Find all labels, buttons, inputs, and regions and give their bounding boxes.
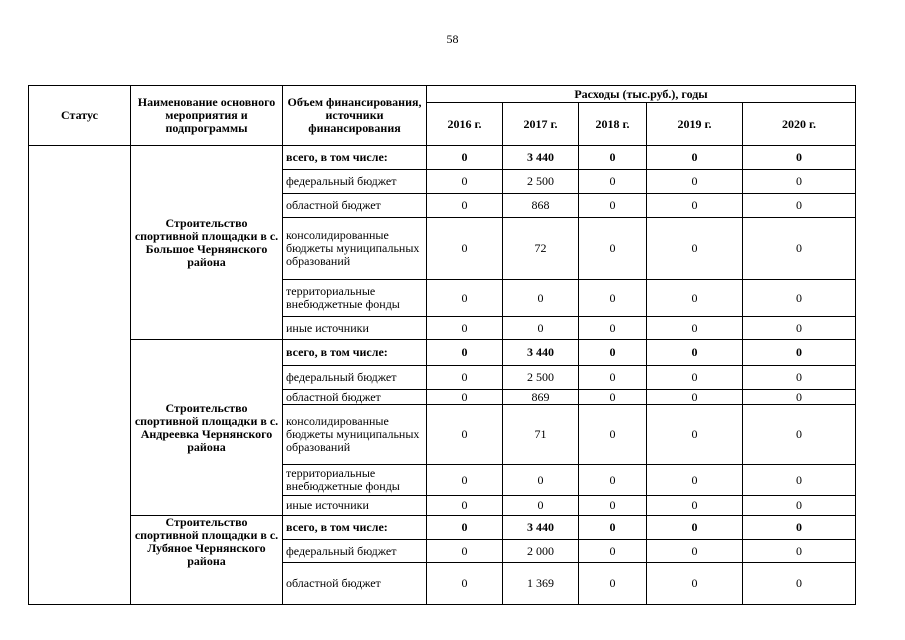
amount-cell: 0 [503, 465, 579, 496]
amount-cell: 0 [743, 516, 856, 540]
event-name: Строительство спортивной площадки в с. Андреевка Чернянского района [131, 340, 283, 516]
amount-cell: 72 [503, 218, 579, 280]
amount-cell: 0 [427, 390, 503, 405]
funding-source: областной бюджет [283, 194, 427, 218]
funding-source: федеральный бюджет [283, 366, 427, 390]
amount-cell: 0 [647, 194, 743, 218]
amount-cell: 0 [579, 170, 647, 194]
amount-cell: 0 [647, 317, 743, 340]
amount-cell: 0 [743, 390, 856, 405]
header-year: 2020 г. [743, 103, 856, 146]
amount-cell: 0 [427, 317, 503, 340]
amount-cell: 0 [743, 496, 856, 516]
funding-source: всего, в том числе: [283, 340, 427, 366]
amount-cell: 3 440 [503, 146, 579, 170]
amount-cell: 0 [579, 390, 647, 405]
amount-cell: 3 440 [503, 340, 579, 366]
amount-cell: 0 [427, 280, 503, 317]
amount-cell: 0 [743, 317, 856, 340]
amount-cell: 0 [743, 194, 856, 218]
funding-source: иные источники [283, 317, 427, 340]
amount-cell: 0 [579, 465, 647, 496]
amount-cell: 868 [503, 194, 579, 218]
event-name: Строительство спортивной площадки в с. Лубяное Чернянского района [131, 516, 283, 605]
amount-cell: 71 [503, 405, 579, 465]
amount-cell: 0 [427, 366, 503, 390]
amount-cell: 0 [743, 563, 856, 605]
table-body [29, 146, 856, 605]
amount-cell: 0 [427, 146, 503, 170]
amount-cell: 0 [647, 340, 743, 366]
header-name: Наименование основного мероприятия и подпрограммы [131, 86, 283, 146]
amount-cell: 0 [579, 563, 647, 605]
funding-source: областной бюджет [283, 563, 427, 605]
funding-source: иные источники [283, 496, 427, 516]
amount-cell: 0 [503, 317, 579, 340]
amount-cell: 1 369 [503, 563, 579, 605]
amount-cell: 0 [647, 496, 743, 516]
funding-source: федеральный бюджет [283, 170, 427, 194]
funding-source: всего, в том числе: [283, 516, 427, 540]
funding-source: областной бюджет [283, 390, 427, 405]
amount-cell: 0 [579, 194, 647, 218]
amount-cell: 869 [503, 390, 579, 405]
header-year: 2019 г. [647, 103, 743, 146]
amount-cell: 0 [579, 340, 647, 366]
amount-cell: 0 [579, 516, 647, 540]
amount-cell: 0 [647, 170, 743, 194]
amount-cell: 0 [427, 540, 503, 563]
amount-cell: 0 [427, 218, 503, 280]
header-year: 2017 г. [503, 103, 579, 146]
status-cell [29, 146, 131, 605]
amount-cell: 0 [743, 465, 856, 496]
amount-cell: 0 [647, 516, 743, 540]
amount-cell: 0 [647, 390, 743, 405]
page-number: 58 [446, 32, 459, 46]
amount-cell: 0 [427, 405, 503, 465]
amount-cell: 0 [579, 366, 647, 390]
table-row [29, 340, 856, 366]
amount-cell: 0 [647, 146, 743, 170]
amount-cell: 0 [427, 194, 503, 218]
amount-cell: 0 [743, 218, 856, 280]
amount-cell: 0 [427, 170, 503, 194]
funding-source: всего, в том числе: [283, 146, 427, 170]
amount-cell: 0 [579, 146, 647, 170]
amount-cell: 0 [427, 516, 503, 540]
budget-table [28, 85, 856, 605]
amount-cell: 0 [579, 540, 647, 563]
amount-cell: 0 [427, 340, 503, 366]
funding-source: федеральный бюджет [283, 540, 427, 563]
amount-cell: 0 [647, 366, 743, 390]
header-volume: Объем финансирования, источники финансирования [283, 86, 427, 146]
amount-cell: 2 000 [503, 540, 579, 563]
amount-cell: 0 [647, 540, 743, 563]
header-year: 2016 г. [427, 103, 503, 146]
amount-cell: 0 [427, 563, 503, 605]
amount-cell: 0 [743, 405, 856, 465]
header-year: 2018 г. [579, 103, 647, 146]
amount-cell: 0 [579, 405, 647, 465]
amount-cell: 0 [743, 340, 856, 366]
amount-cell: 0 [743, 146, 856, 170]
funding-source: территориальные внебюджетные фонды [283, 280, 427, 317]
amount-cell: 0 [647, 218, 743, 280]
amount-cell: 0 [743, 280, 856, 317]
amount-cell: 3 440 [503, 516, 579, 540]
table-row [29, 146, 856, 170]
amount-cell: 0 [579, 496, 647, 516]
amount-cell: 2 500 [503, 170, 579, 194]
funding-source: территориальные внебюджетные фонды [283, 465, 427, 496]
amount-cell: 0 [427, 496, 503, 516]
event-name: Строительство спортивной площадки в с. Большое Чернянского района [131, 146, 283, 340]
amount-cell: 0 [579, 218, 647, 280]
amount-cell: 0 [743, 540, 856, 563]
amount-cell: 0 [579, 280, 647, 317]
amount-cell: 0 [579, 317, 647, 340]
amount-cell: 0 [427, 465, 503, 496]
amount-cell: 0 [647, 280, 743, 317]
funding-source: консолидированные бюджеты муниципальных образований [283, 405, 427, 465]
amount-cell: 0 [503, 280, 579, 317]
amount-cell: 2 500 [503, 366, 579, 390]
table-row [29, 516, 856, 540]
funding-source: консолидированные бюджеты муниципальных образований [283, 218, 427, 280]
amount-cell: 0 [647, 465, 743, 496]
amount-cell: 0 [503, 496, 579, 516]
amount-cell: 0 [743, 366, 856, 390]
header-expenses: Расходы (тыс.руб.), годы [427, 86, 856, 103]
amount-cell: 0 [647, 563, 743, 605]
amount-cell: 0 [743, 170, 856, 194]
amount-cell: 0 [647, 405, 743, 465]
header-status: Статус [29, 86, 131, 146]
